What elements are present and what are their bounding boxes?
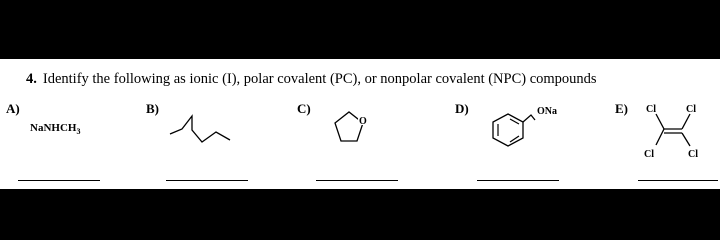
chlorine-atom: Cl — [644, 149, 654, 160]
answer-line-d[interactable] — [477, 180, 559, 181]
item-a-formula — [30, 122, 80, 136]
answer-line-c[interactable] — [316, 180, 398, 181]
item-c-label: C) — [297, 101, 311, 116]
item-e-label: E) — [615, 101, 628, 116]
answer-line-a[interactable] — [18, 180, 100, 181]
bond — [656, 129, 664, 145]
chlorine-atom: Cl — [686, 104, 696, 115]
question-text: Identify the following as ionic (I), polar covalent (PC), or nonpolar covalent (NPC) compounds — [42, 71, 597, 87]
item-a-label: A) — [6, 101, 20, 116]
item-c-structure — [326, 104, 376, 150]
oxygen-atom: O — [359, 116, 367, 127]
item-d-structure — [478, 101, 568, 153]
item-e-structure — [634, 100, 714, 160]
formula-subscript: 3 — [76, 127, 81, 137]
question-prompt — [26, 71, 597, 88]
substituent-bond — [523, 115, 535, 122]
sodium-oxide-group: ONa — [537, 106, 557, 117]
answer-line-e[interactable] — [638, 180, 718, 181]
formula-main: NaNHCH — [30, 122, 77, 134]
item-b-label: B) — [146, 101, 159, 116]
bond — [656, 114, 664, 129]
bond — [682, 133, 690, 146]
chlorine-atom: Cl — [646, 104, 656, 115]
bond — [682, 114, 690, 129]
item-d-label: D) — [455, 101, 469, 116]
question-number: 4. — [26, 71, 37, 87]
answer-line-b[interactable] — [166, 180, 248, 181]
chlorine-atom: Cl — [688, 149, 698, 160]
item-b-structure — [168, 110, 248, 145]
skeletal-chain — [170, 116, 230, 142]
